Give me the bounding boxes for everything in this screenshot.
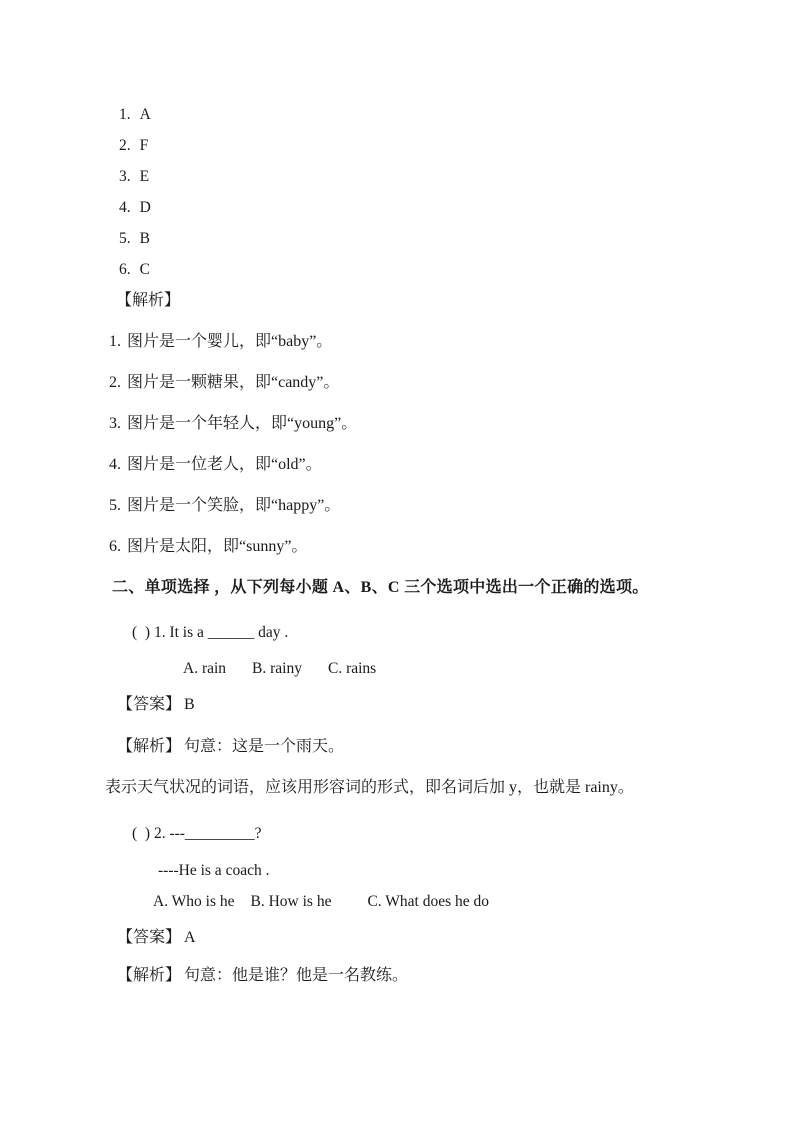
analysis-section-label: 【解析】 [116, 292, 181, 309]
analysis-text: 句意：这是一个雨天。 [184, 738, 345, 755]
option-b: B. How is he [250, 893, 332, 910]
answer-key-item [119, 136, 733, 156]
explanation-item [109, 332, 733, 352]
answer-value: B [184, 696, 195, 713]
answer-key-item [119, 105, 733, 125]
section-2-heading: 二、单项选择 ，从下列每小题 A、B、C 三个选项中选出一个正确的选项。 [112, 579, 649, 596]
answer-key-item [119, 229, 733, 249]
explanation-text: 图片是一颗糖果，即“candy”。 [127, 374, 340, 391]
question-1-analysis-note: 表示天气状况的词语，应该用形容词的形式，即名词后加 y，也就是 rainy。 [105, 779, 634, 796]
analysis-label: 【解析】 [117, 967, 182, 984]
answer-number: 1. [119, 106, 131, 123]
question-2-reply: ----He is a coach . [158, 862, 270, 879]
question-1-answer [117, 695, 733, 715]
question-2-analysis [117, 966, 733, 986]
explanation-item [109, 373, 733, 393]
answer-letter: D [139, 199, 151, 216]
question-1-analysis [117, 737, 733, 757]
answer-number: 5. [119, 230, 131, 247]
explanation-text: 图片是一个年轻人，即“young”。 [127, 415, 358, 432]
answer-letter: C [139, 261, 150, 278]
explanation-number: 3. [109, 415, 121, 432]
answer-letter: B [139, 230, 150, 247]
answer-key-item [119, 260, 733, 280]
explanation-number: 1. [109, 333, 121, 350]
question-1-options [183, 659, 733, 679]
answer-value: A [184, 929, 196, 946]
explanation-item [109, 496, 733, 516]
option-c: C. What does he do [367, 893, 490, 910]
option-c: C. rains [327, 660, 377, 677]
explanation-number: 2. [109, 374, 121, 391]
analysis-label: 【解析】 [117, 738, 182, 755]
option-a: A. rain [183, 660, 227, 677]
question-2-prompt: ( ) 2. ---_________? [132, 825, 262, 842]
answer-key-item [119, 167, 733, 187]
option-b: B. rainy [252, 660, 302, 677]
explanation-number: 5. [109, 497, 121, 514]
explanation-item [109, 414, 733, 434]
question-2-options [153, 892, 733, 912]
option-a: A. Who is he [153, 893, 235, 910]
explanation-text: 图片是一个婴儿，即“baby”。 [127, 333, 333, 350]
answer-number: 2. [119, 137, 131, 154]
question-1-prompt: ( ) 1. It is a ______ day . [132, 624, 289, 641]
explanation-item [109, 455, 733, 475]
explanation-text: 图片是太阳，即“sunny”。 [127, 538, 308, 555]
answer-letter: E [139, 168, 150, 185]
explanation-number: 6. [109, 538, 121, 555]
answer-letter: F [139, 137, 149, 154]
answer-number: 4. [119, 199, 131, 216]
answer-key-item [119, 198, 733, 218]
answer-label: 【答案】 [117, 929, 182, 946]
explanation-text: 图片是一个笑脸，即“happy”。 [127, 497, 341, 514]
answer-label: 【答案】 [117, 696, 182, 713]
explanation-text: 图片是一位老人，即“old”。 [127, 456, 322, 473]
answer-number: 3. [119, 168, 131, 185]
explanation-item [109, 537, 733, 557]
explanation-number: 4. [109, 456, 121, 473]
answer-letter: A [139, 106, 151, 123]
answer-number: 6. [119, 261, 131, 278]
analysis-text: 句意：他是谁？他是一名教练。 [184, 967, 409, 984]
question-2-answer [117, 928, 733, 948]
